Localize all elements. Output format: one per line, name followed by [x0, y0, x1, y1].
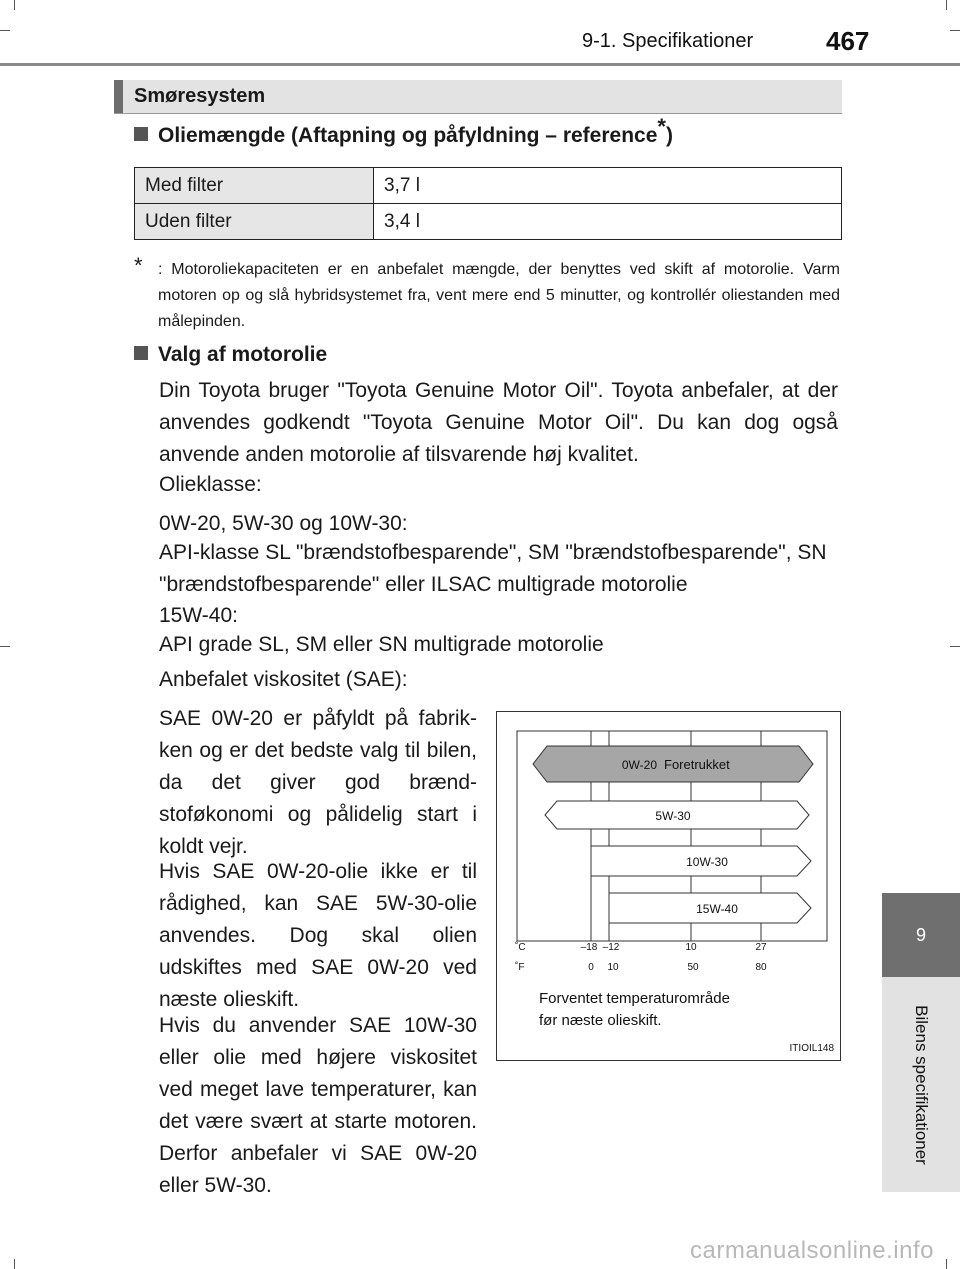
footnote-text: : Motoroliekapaciteten er en anbefalet mængde, der benyttes ved skift af motorolie. Varm motoren op og slå hybridsystemet fra, vent mere end 5 minutter, og kontrollér oliestanden med målepinden.: [158, 261, 840, 330]
section-title: Smøresystem: [134, 85, 266, 107]
header-rule: [0, 63, 960, 66]
crop-mark: [14, 0, 15, 10]
reference-mark: *: [657, 114, 666, 139]
viscosity-chart-figure: [496, 711, 841, 1061]
footnote: [134, 253, 840, 335]
celsius-tick-label: –12: [602, 942, 620, 953]
fahrenheit-tick-label: 80: [755, 962, 767, 973]
fahrenheit-tick-label: 10: [607, 962, 619, 973]
viscosity-paragraph-1: SAE 0W-20 er påfyldt på fabrik-ken og er det bedste valg til bilen, da det giver god brænd-stoføkonomi og pålidelig start i koldt vejr.: [159, 707, 477, 858]
bar-label-15w-40: 15W-40: [696, 902, 738, 916]
crop-mark: [950, 30, 960, 31]
crop-mark: [0, 30, 10, 31]
bullet-square-icon: [134, 127, 148, 141]
table-cell-value: 3,4 l: [374, 204, 842, 240]
fahrenheit-unit-label: ˚F: [515, 962, 525, 973]
class-1-spec: API-klasse SL "brændstofbesparende", SM "brændstofbesparende", SN "brændstofbesparende" eller ILSAC multigrade motorolie: [159, 541, 827, 596]
intro-paragraph: Din Toyota bruger "Toyota Genuine Motor Oil". Toyota anbefaler, at der anvendes godkendt "Toyota Genuine Motor Oil". Du kan dog også anvende anden motorolie af tilsvarende høj kvalitet.: [159, 379, 838, 466]
table-cell-label: Uden filter: [135, 204, 374, 240]
section-accent: [114, 80, 123, 113]
figure-caption: Forventet temperaturområde før næste olieskift.: [539, 990, 730, 1029]
bullet-square-icon: [134, 346, 148, 360]
viscosity-paragraph-2: Hvis SAE 0W-20-olie ikke er til rådighed, kan SAE 5W-30-olie anvendes. Dog skal olien udskiftes med SAE 0W-20 ved næste olieskift.: [159, 860, 477, 1011]
viscosity-label: Anbefalet viskositet (SAE):: [159, 668, 408, 691]
running-header: 9-1. Specifikationer: [582, 30, 754, 52]
fahrenheit-tick-label: 50: [687, 962, 699, 973]
fahrenheit-tick-label: 0: [588, 962, 594, 973]
celsius-tick-label: 27: [755, 942, 767, 953]
watermark: carmanualsonline.info: [690, 1237, 934, 1264]
section-title-bar: [114, 80, 842, 114]
oil-capacity-table: [134, 167, 842, 240]
table-cell-label: Med filter: [135, 168, 374, 204]
motor-oil-heading: [134, 343, 327, 367]
chapter-label-text: Bilens specifikationer: [912, 1004, 931, 1165]
class-2-spec: API grade SL, SM eller SN multigrade motorolie: [159, 633, 604, 656]
oil-class-label: Olieklasse:: [159, 473, 262, 496]
celsius-tick-label: 10: [685, 942, 697, 953]
motor-oil-heading-text: Valg af motorolie: [158, 343, 328, 366]
crop-mark: [950, 646, 960, 647]
footnote-mark: *: [134, 253, 143, 278]
crop-mark: [14, 1259, 15, 1269]
oil-quantity-heading-text: Oliemængde (Aftapning og påfyldning – reference: [158, 124, 658, 147]
bar-note-preferred: Foretrukket: [664, 757, 730, 772]
viscosity-paragraph-3: Hvis du anvender SAE 10W-30 eller olie med højere viskositet ved meget lave temperaturer, kan det være svært at starte motoren. Derfor anbefaler vi SAE 0W-20 eller 5W-30.: [159, 1014, 477, 1197]
heading-close: ): [665, 124, 673, 147]
chapter-tab-number[interactable]: 9: [882, 893, 960, 977]
class-2-grades: 15W-40:: [159, 604, 238, 627]
class-1-grades: 0W-20, 5W-30 og 10W-30:: [159, 512, 408, 535]
table-row: [135, 204, 842, 240]
celsius-tick-label: –18: [580, 942, 598, 953]
figure-code: ITIOIL148: [789, 1043, 834, 1054]
bar-label-0w-20: 0W-20: [621, 758, 657, 772]
bar-label-10w-30: 10W-30: [686, 855, 728, 869]
page-number: 467: [826, 26, 870, 56]
crop-mark: [0, 646, 10, 647]
crop-mark: [946, 1259, 947, 1269]
oil-quantity-heading: [134, 114, 673, 148]
chapter-tab-label: [882, 977, 960, 1192]
celsius-unit-label: ˚C: [515, 942, 526, 953]
table-row: [135, 168, 842, 204]
crop-mark: [946, 0, 947, 10]
bar-label-5w-30: 5W-30: [655, 809, 691, 823]
table-cell-value: 3,7 l: [374, 168, 842, 204]
